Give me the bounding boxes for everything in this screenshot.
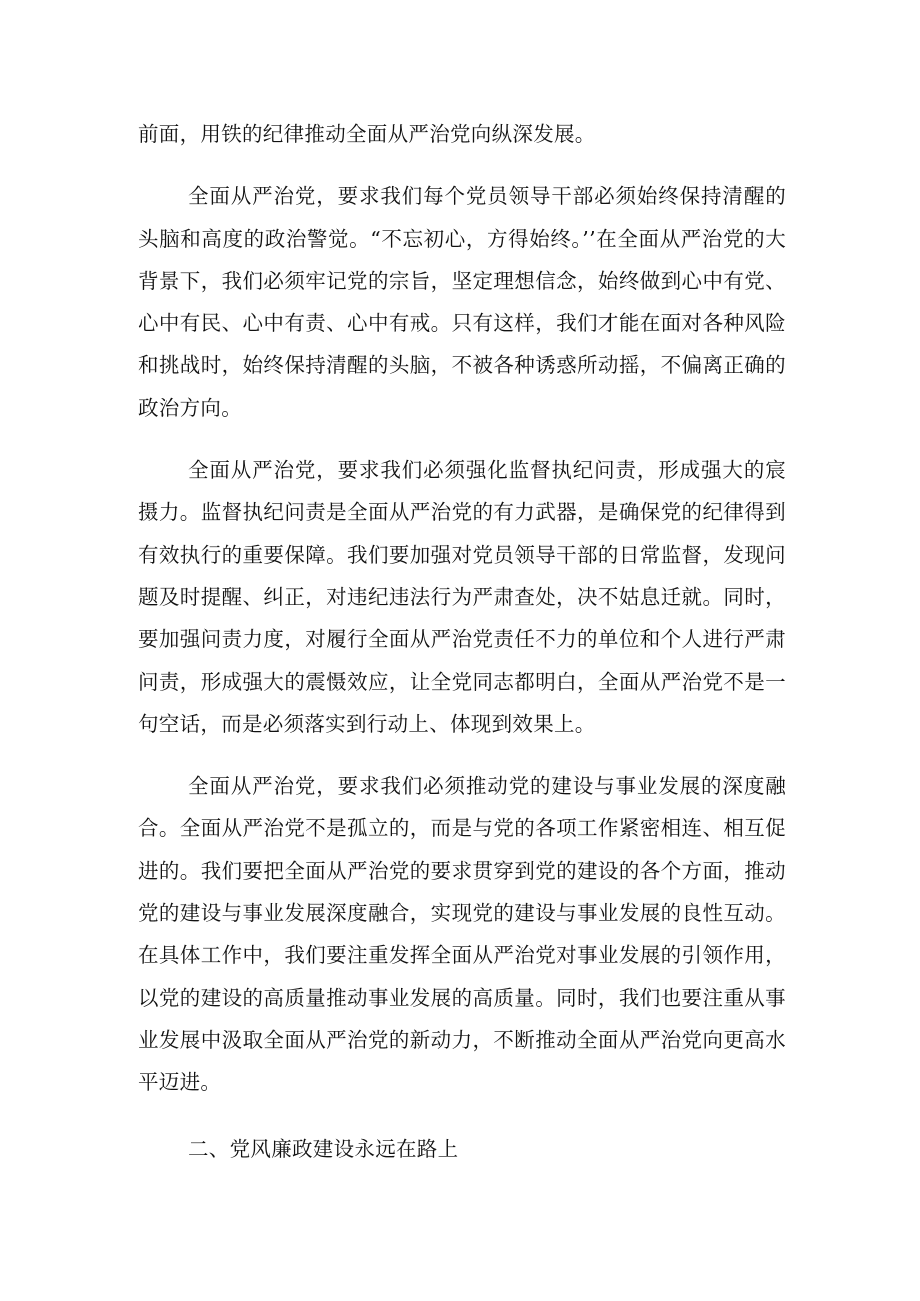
paragraph-integration: 全面从严治党，要求我们必须推动党的建设与事业发展的深度融合。全面从严治党不是孤立的，而是与党的各项工作紧密相连、相互促进的。我们要把全面从严治党的要求贯穿到党的建设的各个方面，推动党的建设与事业发展深度融合，实现党的建设与事业发展的良性互动。在具体工作中，我们要注重发挥全面从严治党对事业发展的引领作用，以党的建设的高质量推动事业发展的高质量。同时，我们也要注重从事业发展中汲取全面从严治党的新动力，不断推动全面从严治党向更高水平迈进。 xyxy=(138,774,786,1095)
paragraph-supervision: 全面从严治党，要求我们必须强化监督执纪问责，形成强大的宸摄力。监督执纪问责是全面从严治党的有力武器，是确保党的纪律得到有效执行的重要保障。我们要加强对党员领导干部的日常监督，发现问题及时提醒、纠正，对违纪违法行为严肃查处，决不姑息迁就。同时，要加强问责力度，对履行全面从严治党责任不力的单位和个人进行严肃问责，形成强大的震慑效应，让全党同志都明白，全面从严治党不是一句空话，而是必须落实到行动上、体现到效果上。 xyxy=(138,458,786,736)
document-body xyxy=(138,113,786,1170)
section-heading: 二、党风廉政建设永远在路上 xyxy=(188,1136,459,1161)
paragraph-clear-mind: 全面从严治党，要求我们每个党员领导干部必须始终保持清醒的头脑和高度的政治警觉。“不忘初心，方得始终。’’在全面从严治党的大背景下，我们必须牢记党的宗旨，坚定理想信念，始终做到心中有党、心中有民、心中有责、心中有戒。只有这样，我们才能在面对各种风险和挑战时，始终保持清醒的头脑，不被各种诱惑所动摇，不偏离正确的政治方向。 xyxy=(138,184,786,420)
paragraph-continuation: 前面，用铁的纪律推动全面从严治党向纵深发展。 xyxy=(138,122,596,146)
